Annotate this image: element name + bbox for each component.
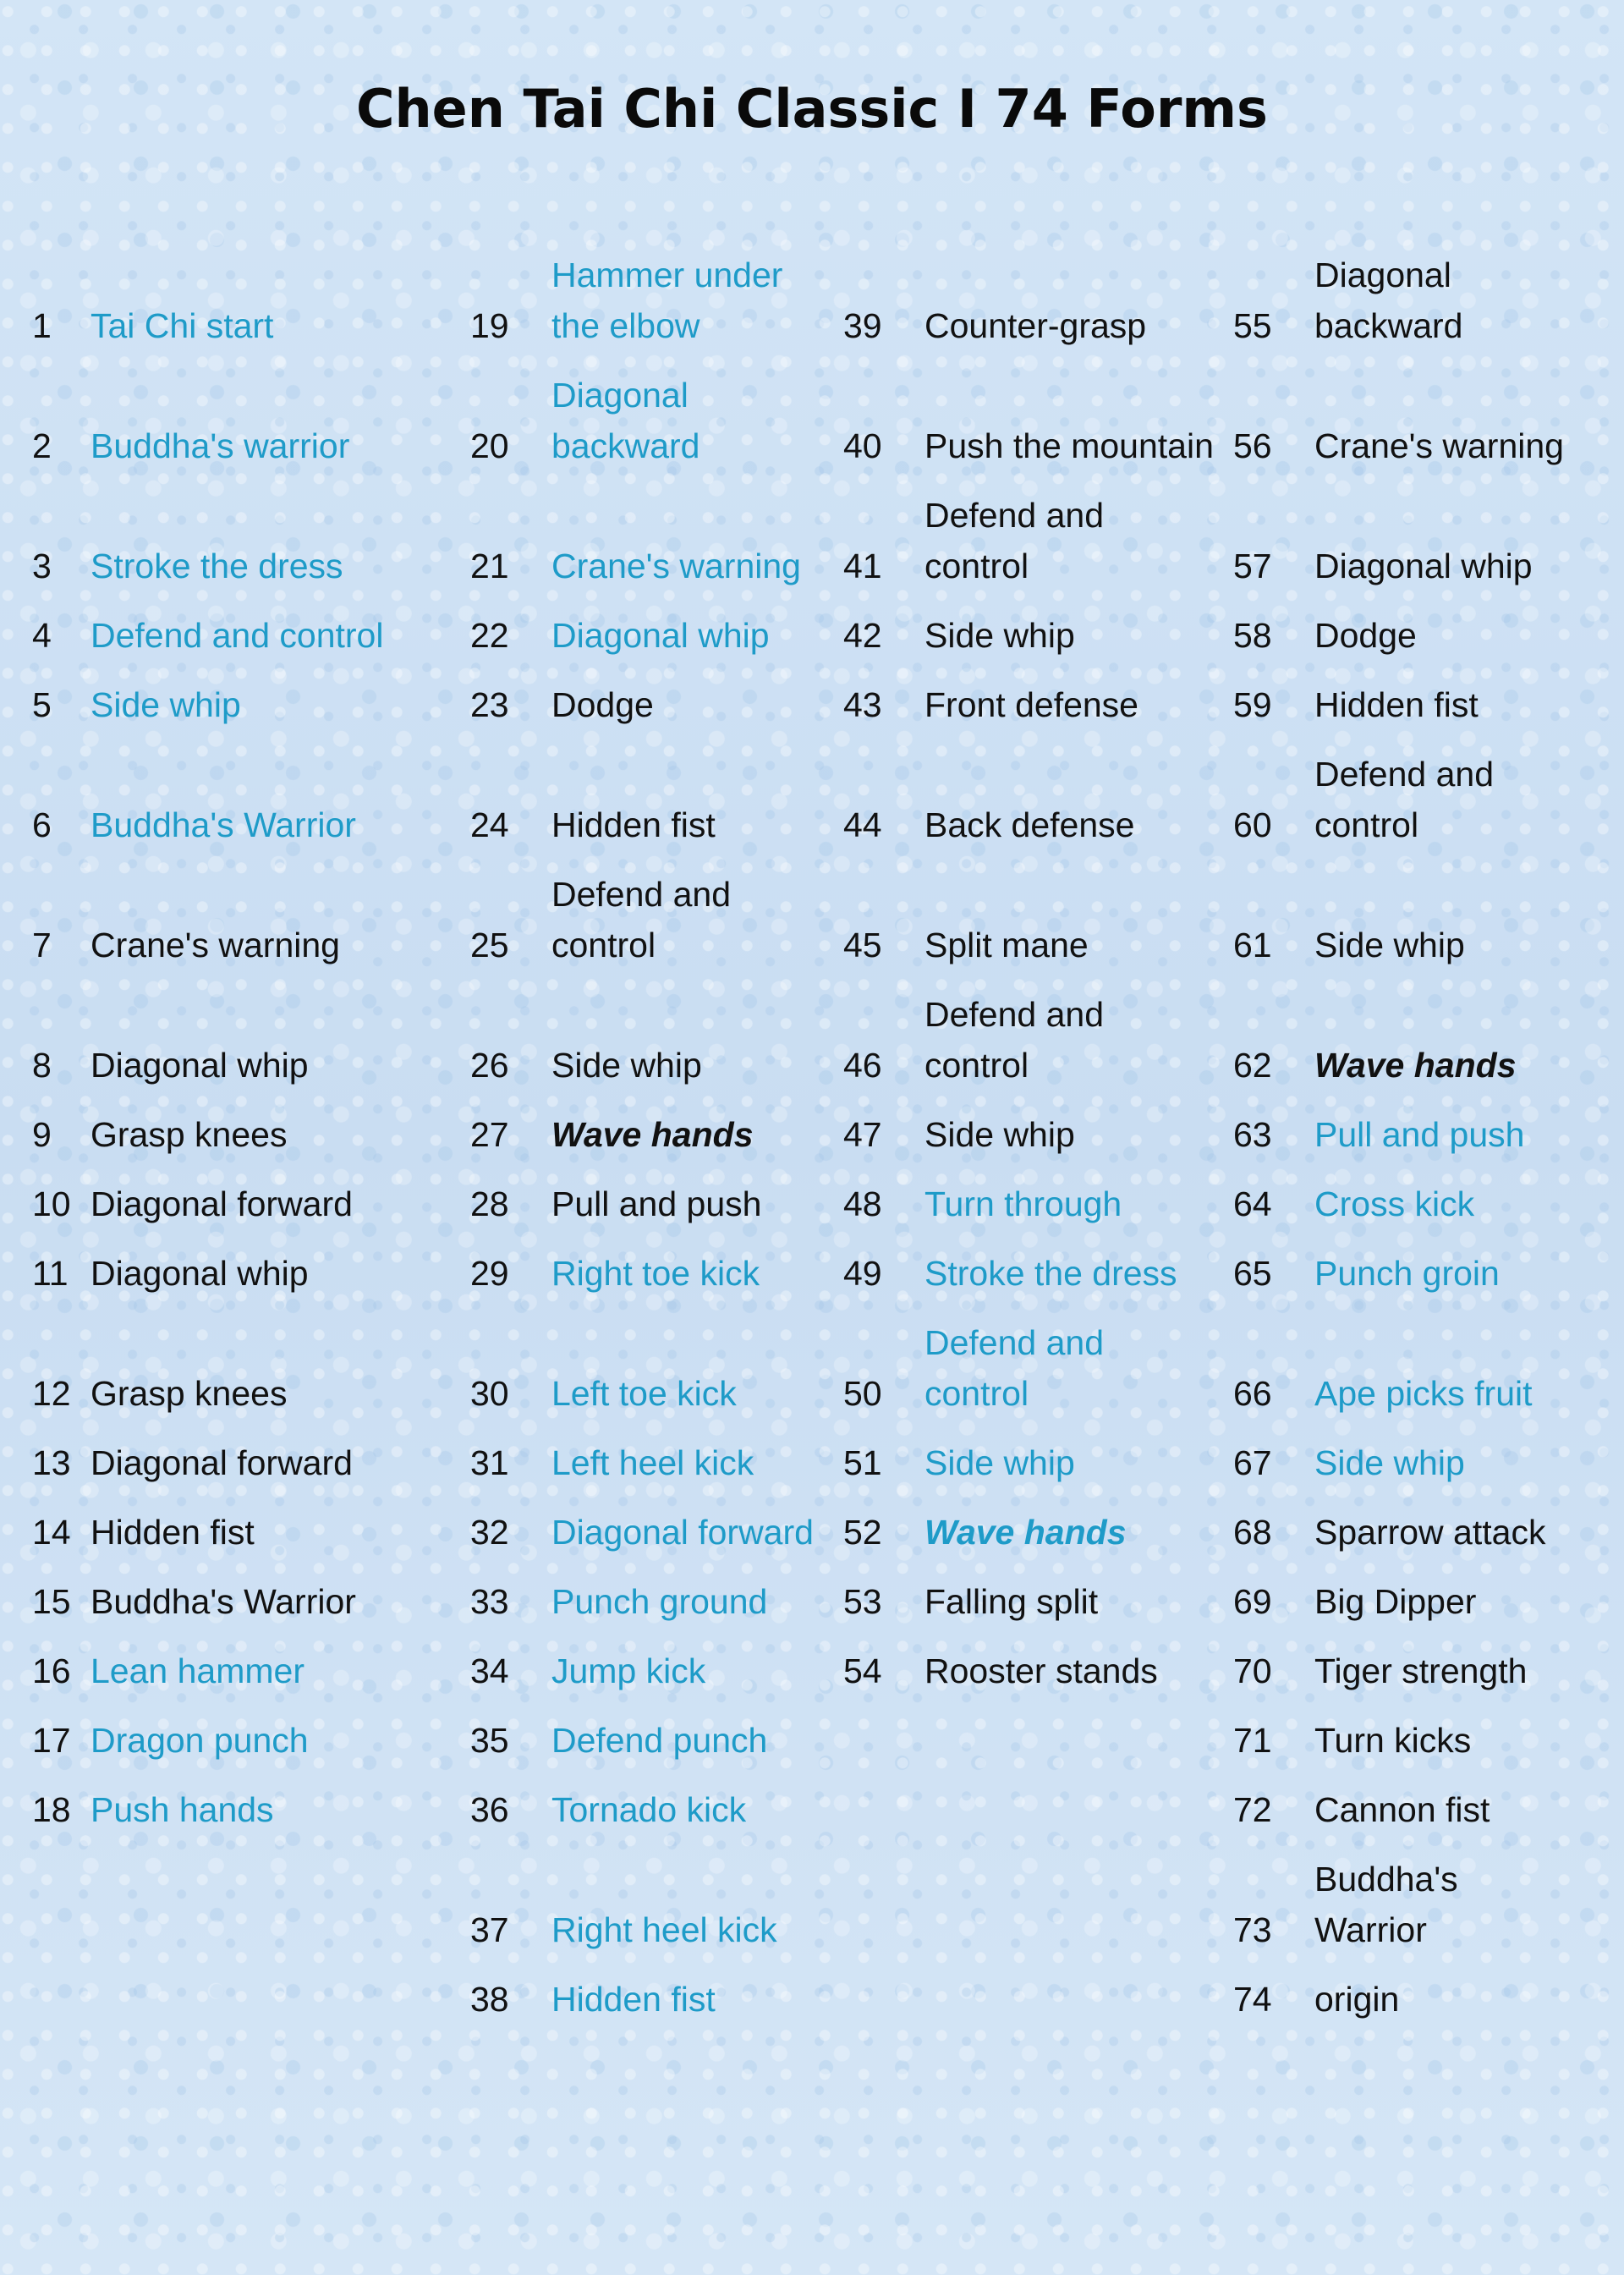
form-number: 41	[843, 547, 882, 585]
form-number: 12	[32, 1374, 71, 1413]
form-number: 36	[470, 1790, 509, 1829]
form-number: 59	[1233, 685, 1272, 724]
form-number: 13	[32, 1443, 71, 1482]
form-name: Pull and push	[1314, 1115, 1525, 1154]
form-name: Crane's warning	[1314, 426, 1564, 465]
form-name-line: Warrior	[1314, 1910, 1427, 1949]
form-name: Diagonal whip	[1314, 547, 1533, 585]
form-name: Side whip	[924, 1443, 1075, 1482]
form-name: Side whip	[924, 616, 1075, 655]
form-name-line: control	[924, 1374, 1029, 1413]
form-number: 38	[470, 1980, 509, 2019]
form-number: 7	[32, 926, 52, 964]
form-number: 60	[1233, 805, 1272, 844]
form-number: 55	[1233, 306, 1272, 345]
form-name	[924, 1317, 1104, 1419]
form-number: 57	[1233, 547, 1272, 585]
form-number: 63	[1233, 1115, 1272, 1154]
form-name: Grasp knees	[91, 1115, 288, 1154]
form-name: Turn kicks	[1314, 1721, 1472, 1760]
form-name: Buddha's warrior	[91, 426, 350, 465]
form-name: Buddha's Warrior	[91, 1582, 356, 1621]
form-name: Pull and push	[551, 1184, 762, 1223]
form-name-line: Defend and	[924, 995, 1105, 1034]
form-name-line: control	[1314, 805, 1419, 844]
form-name: Diagonal whip	[91, 1046, 309, 1085]
form-name: Cannon fist	[1314, 1790, 1490, 1829]
form-number: 74	[1233, 1980, 1272, 2019]
form-number: 18	[32, 1790, 71, 1829]
form-number: 33	[470, 1582, 509, 1621]
form-number: 10	[32, 1184, 71, 1223]
form-number: 44	[843, 805, 882, 844]
form-number: 22	[470, 616, 509, 655]
form-name: Turn through	[924, 1184, 1122, 1223]
page-title: Chen Tai Chi Classic I 74 Forms	[356, 78, 1268, 140]
form-name-line: Buddha's	[1314, 1860, 1458, 1899]
form-name	[551, 250, 782, 351]
form-name: Front defense	[924, 685, 1138, 724]
form-name: Back defense	[924, 805, 1135, 844]
form-name: Side whip	[924, 1115, 1075, 1154]
form-number: 8	[32, 1046, 52, 1085]
form-number: 21	[470, 547, 509, 585]
form-name: Diagonal forward	[551, 1513, 814, 1552]
form-number: 72	[1233, 1790, 1272, 1829]
form-name: Tornado kick	[551, 1790, 747, 1829]
form-name	[551, 869, 731, 970]
form-name-line: control	[924, 1046, 1029, 1085]
form-number: 23	[470, 685, 509, 724]
form-name: Tiger strength	[1314, 1651, 1528, 1690]
form-name: Side whip	[1314, 1443, 1465, 1482]
form-name: Grasp knees	[91, 1374, 288, 1413]
form-name: Punch ground	[551, 1582, 768, 1621]
form-number: 3	[32, 547, 52, 585]
form-number: 65	[1233, 1254, 1272, 1293]
form-name: Diagonal whip	[551, 616, 770, 655]
form-number: 62	[1233, 1046, 1272, 1085]
form-name: Wave hands	[924, 1513, 1127, 1552]
form-number: 20	[470, 426, 509, 465]
form-name: Push hands	[91, 1790, 274, 1829]
form-number: 53	[843, 1582, 882, 1621]
form-name: Side whip	[551, 1046, 702, 1085]
form-name: Big Dipper	[1314, 1582, 1477, 1621]
form-name: Diagonal whip	[91, 1254, 309, 1293]
form-name: Stroke the dress	[924, 1254, 1177, 1293]
form-number: 70	[1233, 1651, 1272, 1690]
form-number: 48	[843, 1184, 882, 1223]
form-name-line: Defend and	[924, 1323, 1105, 1362]
form-name	[1314, 1854, 1458, 1955]
form-number: 67	[1233, 1443, 1272, 1482]
form-number: 30	[470, 1374, 509, 1413]
form-number: 19	[470, 306, 509, 345]
form-name-line: control	[551, 926, 656, 964]
form-name-line: Diagonal	[1314, 256, 1451, 294]
form-name: Punch groin	[1314, 1254, 1500, 1293]
form-number: 40	[843, 426, 882, 465]
form-name: Hidden fist	[551, 805, 716, 844]
form-name-line: backward	[551, 426, 700, 465]
form-name: Tai Chi start	[91, 306, 274, 345]
form-number: 69	[1233, 1582, 1272, 1621]
form-name: Side whip	[91, 685, 241, 724]
form-name: Right heel kick	[551, 1910, 777, 1949]
form-number: 15	[32, 1582, 71, 1621]
form-number: 5	[32, 685, 52, 724]
form-number: 27	[470, 1115, 509, 1154]
form-number: 34	[470, 1651, 509, 1690]
form-number: 50	[843, 1374, 882, 1413]
form-name: Hidden fist	[551, 1980, 716, 2019]
form-name: Push the mountain	[924, 426, 1214, 465]
form-number: 54	[843, 1651, 882, 1690]
form-name: Rooster stands	[924, 1651, 1158, 1690]
form-name: Lean hammer	[91, 1651, 304, 1690]
form-number: 45	[843, 926, 882, 964]
form-number: 71	[1233, 1721, 1272, 1760]
form-name: origin	[1314, 1980, 1400, 2019]
form-number: 35	[470, 1721, 509, 1760]
form-name: Diagonal forward	[91, 1184, 353, 1223]
form-number: 31	[470, 1443, 509, 1482]
form-number: 46	[843, 1046, 882, 1085]
form-name: Defend and control	[91, 616, 384, 655]
form-name-line: Hammer under	[551, 256, 783, 294]
form-number: 26	[470, 1046, 509, 1085]
form-number: 64	[1233, 1184, 1272, 1223]
form-number: 14	[32, 1513, 71, 1552]
form-name: Wave hands	[551, 1115, 754, 1154]
form-name: Sparrow attack	[1314, 1513, 1546, 1552]
form-name	[1314, 250, 1462, 351]
form-name-line: control	[924, 547, 1029, 585]
form-name-line: Defend and	[551, 875, 732, 914]
form-number: 43	[843, 685, 882, 724]
form-number: 25	[470, 926, 509, 964]
form-name	[1314, 749, 1494, 850]
form-name: Dragon punch	[91, 1721, 309, 1760]
form-number: 42	[843, 616, 882, 655]
form-number: 47	[843, 1115, 882, 1154]
form-name	[551, 370, 700, 471]
form-number: 37	[470, 1910, 509, 1949]
form-name: Hidden fist	[1314, 685, 1479, 724]
form-number: 6	[32, 805, 52, 844]
form-name: Ape picks fruit	[1314, 1374, 1533, 1413]
form-name	[924, 490, 1104, 591]
form-number: 17	[32, 1721, 71, 1760]
form-name: Hidden fist	[91, 1513, 255, 1552]
form-number: 49	[843, 1254, 882, 1293]
form-number: 9	[32, 1115, 52, 1154]
form-name-line: backward	[1314, 306, 1463, 345]
form-number: 39	[843, 306, 882, 345]
form-name-line: the elbow	[551, 306, 700, 345]
form-name: Split mane	[924, 926, 1089, 964]
form-name: Buddha's Warrior	[91, 805, 356, 844]
form-name: Falling split	[924, 1582, 1099, 1621]
form-number: 52	[843, 1513, 882, 1552]
form-name-line: Defend and	[1314, 755, 1495, 794]
form-name: Dodge	[1314, 616, 1417, 655]
form-name: Cross kick	[1314, 1184, 1475, 1223]
form-number: 56	[1233, 426, 1272, 465]
form-name: Left toe kick	[551, 1374, 737, 1413]
form-number: 51	[843, 1443, 882, 1482]
form-number: 16	[32, 1651, 71, 1690]
form-name	[924, 989, 1104, 1091]
form-number: 24	[470, 805, 509, 844]
form-number: 29	[470, 1254, 509, 1293]
form-number: 68	[1233, 1513, 1272, 1552]
form-name: Jump kick	[551, 1651, 706, 1690]
form-name: Crane's warning	[91, 926, 340, 964]
form-name: Right toe kick	[551, 1254, 760, 1293]
form-number: 32	[470, 1513, 509, 1552]
form-name: Wave hands	[1314, 1046, 1517, 1085]
form-number: 66	[1233, 1374, 1272, 1413]
form-number: 28	[470, 1184, 509, 1223]
form-name: Dodge	[551, 685, 654, 724]
form-number: 61	[1233, 926, 1272, 964]
form-number: 1	[32, 306, 52, 345]
form-name: Crane's warning	[551, 547, 801, 585]
form-name: Side whip	[1314, 926, 1465, 964]
form-name: Stroke the dress	[91, 547, 343, 585]
form-name-line: Diagonal	[551, 376, 689, 415]
form-number: 11	[32, 1254, 69, 1293]
form-number: 58	[1233, 616, 1272, 655]
form-number: 4	[32, 616, 52, 655]
form-name: Diagonal forward	[91, 1443, 353, 1482]
form-name: Defend punch	[551, 1721, 768, 1760]
form-number: 2	[32, 426, 52, 465]
form-number: 73	[1233, 1910, 1272, 1949]
form-name: Counter-grasp	[924, 306, 1147, 345]
form-name-line: Defend and	[924, 496, 1105, 535]
form-name: Left heel kick	[551, 1443, 754, 1482]
